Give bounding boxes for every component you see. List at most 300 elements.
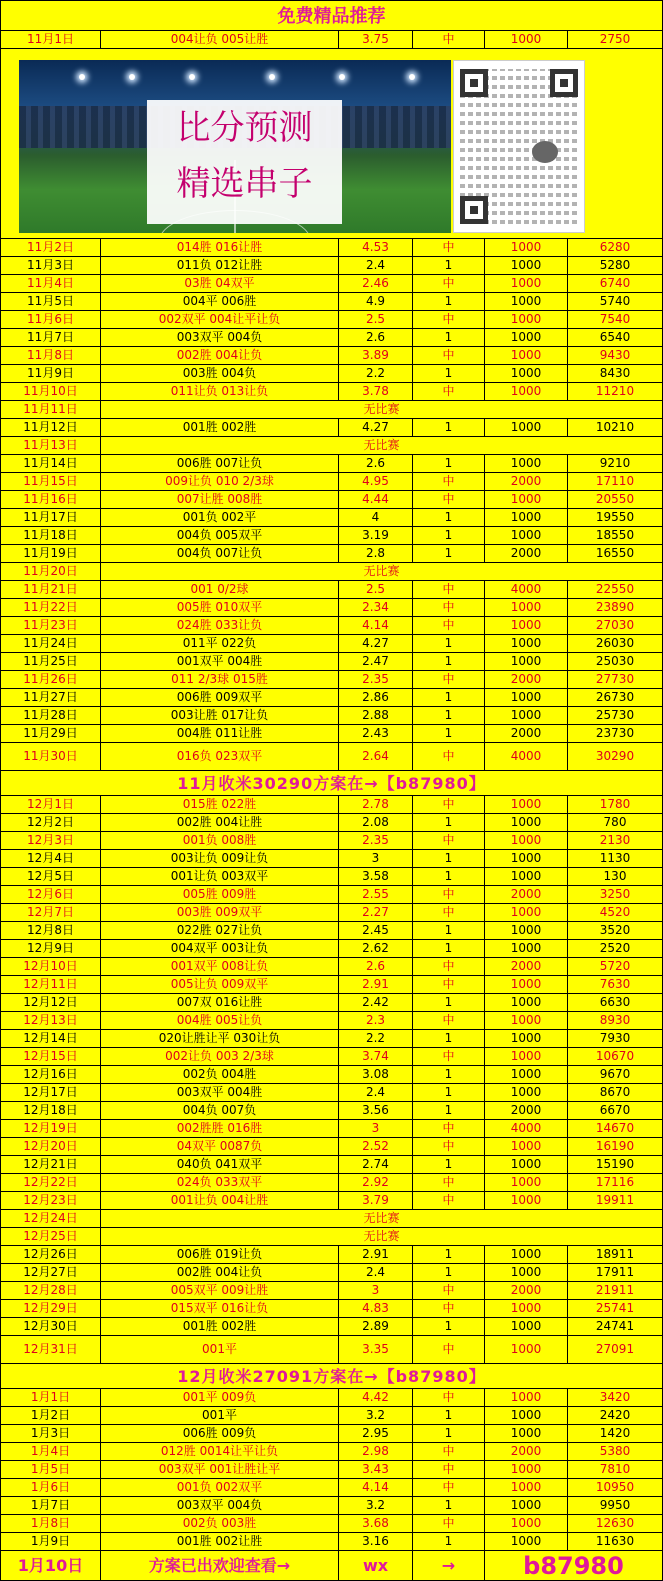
row-stake: 1000	[485, 1336, 568, 1363]
row-pick: 03胜 04双平	[101, 275, 339, 292]
wechat-icon	[532, 141, 558, 163]
row-result: 中	[413, 1515, 485, 1532]
row-result: 1	[413, 725, 485, 742]
row-date: 11月4日	[1, 275, 101, 292]
row-total: 16190	[595, 1139, 635, 1153]
row-odds: 4.83	[339, 1300, 413, 1317]
row-result: 中	[413, 1336, 485, 1363]
row-result: 1	[413, 707, 485, 724]
footer-text: 方案已出欢迎查看→	[101, 1551, 339, 1580]
row-stake: 2000	[485, 545, 568, 562]
qr-code[interactable]	[453, 60, 585, 233]
table-row	[1, 635, 662, 653]
row-pick: 011让负 013让负	[101, 383, 339, 400]
row-stake: 1000	[485, 635, 568, 652]
row-odds: 3.43	[339, 1461, 413, 1478]
table-row	[1, 1282, 662, 1300]
row-stake: 2000	[485, 473, 568, 490]
row-stake: 1000	[485, 994, 568, 1011]
row-total: 19550	[595, 510, 635, 524]
table-row	[1, 509, 662, 527]
row-result: 1	[413, 545, 485, 562]
row-no-match: 无比赛	[363, 1229, 400, 1243]
table-row	[1, 545, 662, 563]
row-total: 130	[603, 869, 627, 883]
row-total: 26730	[595, 690, 635, 704]
row-total: 6670	[599, 1103, 631, 1117]
row-pick: 003胜 009双平	[101, 904, 339, 921]
row-pick: 002负 003胜	[101, 1515, 339, 1532]
row-stake: 2000	[485, 886, 568, 903]
row-pick: 011负 012让胜	[101, 257, 339, 274]
row-date: 11月27日	[1, 689, 101, 706]
december-table	[1, 796, 662, 1364]
banner-caption	[147, 100, 342, 224]
row-pick: 002胜胜 016胜	[101, 1120, 339, 1137]
row-result: 中	[413, 1461, 485, 1478]
row-odds: 2.95	[339, 1425, 413, 1442]
row-date: 1月7日	[1, 1497, 101, 1514]
row-total: 1130	[599, 851, 631, 865]
row-pick: 001双平 004胜	[101, 653, 339, 670]
row-result: 中	[413, 958, 485, 975]
row-date: 12月3日	[1, 832, 101, 849]
row-pick: 003胜 004负	[101, 365, 339, 382]
table-row	[1, 1515, 662, 1533]
row-odds: 3.58	[339, 868, 413, 885]
row-odds: 2.3	[339, 1012, 413, 1029]
table-row	[1, 1443, 662, 1461]
row-odds: 3	[339, 1120, 413, 1137]
row-result: 1	[413, 1102, 485, 1119]
row-total: 2520	[599, 941, 631, 955]
row-pick: 003双平 001让胜让平	[101, 1461, 339, 1478]
row-total: 7630	[599, 977, 631, 991]
table-row	[1, 383, 662, 401]
row-stake: 2000	[485, 671, 568, 688]
row-pick: 001负 002平	[101, 509, 339, 526]
row-odds: 2.89	[339, 1318, 413, 1335]
row-result: 1	[413, 509, 485, 526]
row-odds: 2.91	[339, 976, 413, 993]
row-date: 12月21日	[1, 1156, 101, 1173]
row-stake: 1000	[485, 329, 568, 346]
row-stake: 1000	[485, 1461, 568, 1478]
table-row	[1, 347, 662, 365]
row-total: 2750	[599, 32, 631, 46]
row-no-match: 无比赛	[363, 564, 400, 578]
row-pick: 001负 002双平	[101, 1479, 339, 1496]
row-total: 23730	[595, 726, 635, 740]
row-date: 11月3日	[1, 257, 101, 274]
row-odds: 2.6	[339, 455, 413, 472]
row-stake: 1000	[485, 653, 568, 670]
row-date: 12月14日	[1, 1030, 101, 1047]
row-stake: 1000	[485, 904, 568, 921]
row-stake: 1000	[485, 1192, 568, 1209]
row-pick: 009让负 010 2/3球	[101, 473, 339, 490]
table-row	[1, 419, 662, 437]
row-date: 11月24日	[1, 635, 101, 652]
row-total: 3520	[599, 923, 631, 937]
row-date: 11月22日	[1, 599, 101, 616]
row-result: 中	[413, 1120, 485, 1137]
row-stake: 4000	[485, 581, 568, 598]
table-row	[1, 743, 662, 771]
row-date: 11月11日	[1, 401, 101, 418]
row-pick: 006胜 007让负	[101, 455, 339, 472]
row-total: 5280	[599, 258, 631, 272]
row-pick: 004胜 005让负	[101, 1012, 339, 1029]
row-no-match: 无比赛	[363, 402, 400, 416]
row-stake: 1000	[485, 850, 568, 867]
row-result: 1	[413, 868, 485, 885]
row-result: 中	[413, 491, 485, 508]
row-stake: 1000	[485, 419, 568, 436]
table-row	[1, 850, 662, 868]
row-odds: 3.2	[339, 1407, 413, 1424]
first-row-container	[1, 31, 662, 49]
row-pick: 002胜 004让胜	[101, 814, 339, 831]
table-row	[1, 455, 662, 473]
row-stake: 1000	[485, 1425, 568, 1442]
table-row	[1, 1497, 662, 1515]
row-pick: 002负 004胜	[101, 1066, 339, 1083]
row-odds: 2.98	[339, 1443, 413, 1460]
table-row	[1, 563, 662, 581]
row-total: 30290	[595, 749, 635, 763]
table-row	[1, 275, 662, 293]
row-pick: 002让负 003 2/3球	[101, 1048, 339, 1065]
row-total: 2420	[599, 1408, 631, 1422]
row-date: 12月6日	[1, 886, 101, 903]
row-pick: 005胜 009胜	[101, 886, 339, 903]
row-date: 1月1日	[1, 1389, 101, 1406]
table-row	[1, 832, 662, 850]
row-result: 中	[413, 617, 485, 634]
row-stake: 1000	[485, 832, 568, 849]
table-row	[1, 1210, 662, 1228]
row-date: 11月19日	[1, 545, 101, 562]
row-result: 中	[413, 886, 485, 903]
row-pick: 001胜 002胜	[101, 1318, 339, 1335]
row-stake: 2000	[485, 958, 568, 975]
row-odds: 2.45	[339, 922, 413, 939]
row-date: 12月22日	[1, 1174, 101, 1191]
row-stake: 1000	[485, 1389, 568, 1406]
row-odds: 4.27	[339, 419, 413, 436]
row-pick: 001 0/2球	[101, 581, 339, 598]
december-summary: 12月收米27091方案在→【b87980】	[1, 1364, 662, 1389]
table-row	[1, 796, 662, 814]
row-result: 1	[413, 293, 485, 310]
row-total: 11210	[595, 384, 635, 398]
row-result: 1	[413, 1425, 485, 1442]
row-odds: 2.5	[339, 581, 413, 598]
row-date: 12月23日	[1, 1192, 101, 1209]
row-total: 27030	[595, 618, 635, 632]
row-result: 中	[413, 31, 485, 48]
row-date: 12月12日	[1, 994, 101, 1011]
row-result: 中	[413, 1174, 485, 1191]
row-date: 12月19日	[1, 1120, 101, 1137]
row-total: 9950	[599, 1498, 631, 1512]
page-title: 免费精品推荐	[1, 0, 662, 31]
table-row	[1, 401, 662, 419]
table-row	[1, 1533, 662, 1551]
footer-wx: wx	[339, 1551, 413, 1580]
table-row	[1, 257, 662, 275]
november-table	[1, 239, 662, 771]
row-total: 9670	[599, 1067, 631, 1081]
row-total: 7540	[599, 312, 631, 326]
row-odds: 4.9	[339, 293, 413, 310]
row-odds: 3.74	[339, 1048, 413, 1065]
row-date: 12月11日	[1, 976, 101, 993]
row-stake: 1000	[485, 1084, 568, 1101]
row-result: 中	[413, 976, 485, 993]
row-total: 7930	[599, 1031, 631, 1045]
row-pick: 001负 008胜	[101, 832, 339, 849]
row-odds: 2.91	[339, 1246, 413, 1263]
table-row	[1, 940, 662, 958]
row-date: 11月25日	[1, 653, 101, 670]
row-odds: 3.2	[339, 1497, 413, 1514]
row-stake: 2000	[485, 1102, 568, 1119]
table-row	[1, 311, 662, 329]
footer-arrow: →	[413, 1551, 485, 1580]
row-total: 10670	[595, 1049, 635, 1063]
row-pick: 004让负 005让胜	[101, 31, 339, 48]
row-date: 11月6日	[1, 311, 101, 328]
row-date: 12月2日	[1, 814, 101, 831]
banner-line-1: 比分预测	[176, 108, 313, 148]
row-total: 1780	[599, 797, 631, 811]
row-pick: 004负 007负	[101, 1102, 339, 1119]
row-stake: 1000	[485, 257, 568, 274]
row-odds: 2.4	[339, 257, 413, 274]
row-pick: 015双平 016让负	[101, 1300, 339, 1317]
row-date: 12月27日	[1, 1264, 101, 1281]
table-row	[1, 1407, 662, 1425]
row-date: 11月30日	[1, 743, 101, 770]
row-date: 12月15日	[1, 1048, 101, 1065]
row-total: 26030	[595, 636, 635, 650]
row-result: 1	[413, 1084, 485, 1101]
row-stake: 1000	[485, 491, 568, 508]
table-row	[1, 1425, 662, 1443]
row-total: 20550	[595, 492, 635, 506]
row-result: 1	[413, 653, 485, 670]
row-stake: 1000	[485, 455, 568, 472]
row-date: 11月15日	[1, 473, 101, 490]
table-row	[1, 1192, 662, 1210]
row-stake: 1000	[485, 383, 568, 400]
row-no-match: 无比赛	[363, 1211, 400, 1225]
table-row	[1, 581, 662, 599]
row-date: 11月7日	[1, 329, 101, 346]
row-pick: 004双平 003让负	[101, 940, 339, 957]
row-odds: 2.34	[339, 599, 413, 616]
row-pick: 007让胜 008胜	[101, 491, 339, 508]
row-result: 1	[413, 635, 485, 652]
row-stake: 4000	[485, 743, 568, 770]
row-total: 2130	[599, 833, 631, 847]
row-stake: 1000	[485, 527, 568, 544]
row-total: 22550	[595, 582, 635, 596]
table-row	[1, 1012, 662, 1030]
table-row	[1, 239, 662, 257]
row-odds: 4.95	[339, 473, 413, 490]
row-pick: 011 2/3球 015胜	[101, 671, 339, 688]
row-pick: 022胜 027让负	[101, 922, 339, 939]
table-row	[1, 1030, 662, 1048]
row-result: 中	[413, 347, 485, 364]
row-result: 1	[413, 1533, 485, 1550]
row-odds: 4.53	[339, 239, 413, 256]
row-pick: 006胜 009双平	[101, 689, 339, 706]
row-stake: 1000	[485, 365, 568, 382]
row-total: 10950	[595, 1480, 635, 1494]
row-odds: 2.2	[339, 365, 413, 382]
row-date: 11月13日	[1, 437, 101, 454]
row-pick: 002胜 004让负	[101, 347, 339, 364]
row-odds: 3.68	[339, 1515, 413, 1532]
row-odds: 2.27	[339, 904, 413, 921]
row-result: 中	[413, 1282, 485, 1299]
row-pick: 003双平 004胜	[101, 1084, 339, 1101]
row-odds: 2.88	[339, 707, 413, 724]
row-total: 18911	[595, 1247, 635, 1261]
row-date: 12月4日	[1, 850, 101, 867]
table-row	[1, 958, 662, 976]
row-total: 1420	[599, 1426, 631, 1440]
row-odds: 3.08	[339, 1066, 413, 1083]
row-pick: 001双平 008让负	[101, 958, 339, 975]
table-row	[1, 1228, 662, 1246]
row-odds: 4.14	[339, 617, 413, 634]
row-result: 中	[413, 1048, 485, 1065]
row-odds: 3.35	[339, 1336, 413, 1363]
row-result: 1	[413, 455, 485, 472]
row-pick: 003让负 009让负	[101, 850, 339, 867]
row-odds: 3	[339, 850, 413, 867]
row-odds: 3.89	[339, 347, 413, 364]
row-pick: 012胜 0014让平让负	[101, 1443, 339, 1460]
row-pick: 001胜 002胜	[101, 419, 339, 436]
row-result: 中	[413, 904, 485, 921]
table-row	[1, 1461, 662, 1479]
row-odds: 2.46	[339, 275, 413, 292]
row-pick: 005让负 009双平	[101, 976, 339, 993]
table-row	[1, 1300, 662, 1318]
row-no-match: 无比赛	[363, 438, 400, 452]
row-total: 6740	[599, 276, 631, 290]
row-pick: 024胜 033让负	[101, 617, 339, 634]
row-result: 中	[413, 1012, 485, 1029]
row-date: 11月14日	[1, 455, 101, 472]
row-pick: 040负 041双平	[101, 1156, 339, 1173]
footer-date: 1月10日	[1, 1551, 101, 1580]
row-total: 15190	[595, 1157, 635, 1171]
row-total: 8670	[599, 1085, 631, 1099]
table-row	[1, 617, 662, 635]
table-row	[1, 922, 662, 940]
row-total: 5740	[599, 294, 631, 308]
row-result: 中	[413, 1192, 485, 1209]
table-row	[1, 707, 662, 725]
row-odds: 4.44	[339, 491, 413, 508]
row-result: 1	[413, 1030, 485, 1047]
row-odds: 2.55	[339, 886, 413, 903]
row-date: 12月24日	[1, 1210, 101, 1227]
row-odds: 2.8	[339, 545, 413, 562]
row-pick: 006胜 019让负	[101, 1246, 339, 1263]
row-pick: 002胜 004让负	[101, 1264, 339, 1281]
row-date: 1月9日	[1, 1533, 101, 1550]
row-total: 14670	[595, 1121, 635, 1135]
row-date: 1月5日	[1, 1461, 101, 1478]
row-date: 12月5日	[1, 868, 101, 885]
row-pick: 001平	[101, 1407, 339, 1424]
table-row	[1, 365, 662, 383]
row-odds: 2.47	[339, 653, 413, 670]
row-pick: 001胜 002让胜	[101, 1533, 339, 1550]
table-row	[1, 994, 662, 1012]
row-odds: 2.52	[339, 1138, 413, 1155]
row-result: 中	[413, 1443, 485, 1460]
row-result: 1	[413, 527, 485, 544]
row-stake: 4000	[485, 1120, 568, 1137]
row-total: 19911	[595, 1193, 635, 1207]
row-stake: 1000	[485, 1407, 568, 1424]
row-total: 6630	[599, 995, 631, 1009]
row-pick: 001平 009负	[101, 1389, 339, 1406]
row-stake: 1000	[485, 814, 568, 831]
row-odds: 3.79	[339, 1192, 413, 1209]
row-pick: 014胜 016让胜	[101, 239, 339, 256]
november-summary: 11月收米30290方案在→【b87980】	[1, 771, 662, 796]
row-total: 23890	[595, 600, 635, 614]
row-stake: 1000	[485, 689, 568, 706]
row-odds: 2.4	[339, 1084, 413, 1101]
row-odds: 2.62	[339, 940, 413, 957]
row-total: 9210	[599, 456, 631, 470]
row-result: 中	[413, 599, 485, 616]
table-row	[1, 1066, 662, 1084]
row-stake: 1000	[485, 1300, 568, 1317]
row-odds: 4	[339, 509, 413, 526]
row-odds: 2.92	[339, 1174, 413, 1191]
row-result: 中	[413, 275, 485, 292]
row-result: 1	[413, 1066, 485, 1083]
row-pick: 015胜 022胜	[101, 796, 339, 813]
row-date: 1月2日	[1, 1407, 101, 1424]
table-row	[1, 1479, 662, 1497]
row-stake: 1000	[485, 1246, 568, 1263]
row-odds: 2.74	[339, 1156, 413, 1173]
row-pick: 003双平 004负	[101, 329, 339, 346]
row-stake: 1000	[485, 1066, 568, 1083]
table-row	[1, 437, 662, 455]
table-row	[1, 1174, 662, 1192]
row-odds: 2.64	[339, 743, 413, 770]
row-result: 中	[413, 581, 485, 598]
row-result: 中	[413, 239, 485, 256]
row-stake: 1000	[485, 617, 568, 634]
table-row	[1, 1120, 662, 1138]
row-date: 12月30日	[1, 1318, 101, 1335]
